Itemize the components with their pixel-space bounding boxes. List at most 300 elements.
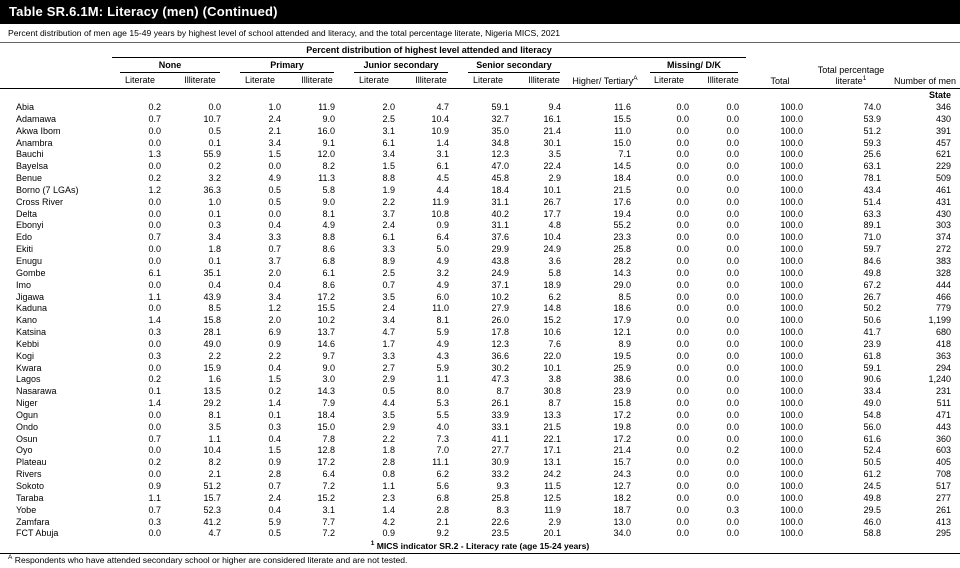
cell-value: 0.0 (726, 137, 739, 148)
cell-value: 52.3 (203, 504, 221, 515)
cell-value: 2.9 (382, 374, 395, 385)
cell-value: 0.9 (268, 338, 281, 349)
cell-value: 0.0 (676, 433, 689, 444)
cell-value: 0.0 (268, 161, 281, 172)
cell-value: 0.0 (676, 161, 689, 172)
col-spanner (110, 43, 748, 58)
cell-value: 100.0 (780, 196, 803, 207)
cell-value: 0.9 (148, 481, 161, 491)
cell-value: 6.2 (548, 291, 561, 302)
cell-value: 0.0 (676, 338, 689, 349)
cell-value: 2.4 (382, 220, 395, 231)
cell-value: 8.2 (322, 161, 335, 172)
cell-value: 10.2 (491, 291, 509, 302)
cell-value: 0.0 (676, 481, 689, 491)
cell-value: 0.1 (208, 255, 221, 266)
cell-value: 32.7 (491, 113, 509, 124)
cell-value: 35.0 (491, 125, 509, 136)
cell-value: 0.0 (726, 362, 739, 373)
cell-value: 7.8 (322, 433, 335, 444)
cell-value: 51.2 (863, 125, 881, 136)
cell-value: 3.3 (382, 350, 395, 361)
cell-value: 61.6 (863, 433, 881, 444)
table-row (0, 161, 960, 173)
cell-value: 0.0 (726, 457, 739, 468)
cell-value: 78.1 (863, 173, 881, 184)
cell-value: 0.0 (726, 374, 739, 385)
cell-value: 2.2 (382, 196, 395, 207)
state-name: Ogun (16, 409, 39, 420)
cell-value: 19.5 (613, 350, 631, 361)
cell-value: 3.8 (548, 374, 561, 385)
cell-value: 49.8 (863, 492, 881, 503)
cell-value: 0.0 (726, 267, 739, 278)
cell-value: 4.3 (436, 350, 449, 361)
cell-value: 0.2 (268, 386, 281, 397)
cell-value: 15.9 (203, 362, 221, 373)
cell-value: 1.1 (208, 433, 221, 444)
cell-value: 3.4 (208, 232, 221, 243)
cell-value: 2.3 (382, 492, 395, 503)
table-row (0, 386, 960, 398)
cell-value: 7.2 (322, 481, 335, 491)
cell-value: 0.8 (382, 469, 395, 480)
cell-value: 29.0 (613, 279, 631, 290)
cell-value: 8.0 (436, 386, 449, 397)
spanner-row (0, 43, 960, 58)
cell-value: 8.1 (322, 208, 335, 219)
table-row (0, 292, 960, 304)
col-header-primary-illiterate: Illiterate (290, 73, 344, 89)
cell-value: 0.0 (726, 113, 739, 124)
cell-value: 59.3 (863, 137, 881, 148)
cell-value: 2.4 (268, 492, 281, 503)
state-name: Enugu (16, 255, 43, 266)
cell-value: 33.1 (491, 421, 509, 432)
cell-value: 100.0 (780, 161, 803, 172)
cell-value: 63.3 (863, 208, 881, 219)
cell-value: 0.0 (726, 433, 739, 444)
cell-value: 20.1 (543, 528, 561, 539)
cell-value: 4.7 (382, 327, 395, 338)
cell-value: 0.0 (676, 184, 689, 195)
cell-value: 9.4 (548, 102, 561, 112)
cell-value: 346 (935, 102, 951, 112)
cell-value: 3.3 (268, 232, 281, 243)
cell-value: 18.2 (613, 492, 631, 503)
cell-value: 0.0 (148, 255, 161, 266)
cell-value: 0.0 (726, 469, 739, 480)
cell-value: 47.3 (491, 374, 509, 385)
cell-value: 5.9 (268, 516, 281, 527)
cell-value: 15.5 (613, 113, 631, 124)
cell-value: 49.0 (863, 398, 881, 409)
cell-value: 17.2 (613, 433, 631, 444)
cell-value: 28.2 (613, 255, 631, 266)
cell-value: 22.1 (543, 433, 561, 444)
cell-value: 11.9 (544, 504, 561, 515)
cell-value: 8.9 (618, 338, 631, 349)
cell-value: 100.0 (780, 350, 803, 361)
cell-value: 3.4 (382, 149, 395, 160)
cell-value: 0.0 (148, 279, 161, 290)
cell-value: 5.9 (436, 362, 449, 373)
cell-value: 0.0 (676, 327, 689, 338)
cell-value: 8.8 (322, 232, 335, 243)
cell-value: 0.0 (676, 445, 689, 456)
cell-value: 16.1 (543, 113, 561, 124)
cell-value: 2.8 (436, 504, 449, 515)
cell-value: 11.1 (432, 457, 449, 468)
cell-value: 680 (935, 327, 951, 338)
cell-value: 0.0 (148, 208, 161, 219)
cell-value: 8.1 (208, 409, 221, 420)
cell-value: 4.9 (268, 173, 281, 184)
cell-value: 0.0 (726, 398, 739, 409)
cell-value: 33.2 (491, 469, 509, 480)
cell-value: 33.9 (491, 409, 509, 420)
cell-value: 2.8 (268, 469, 281, 480)
cell-value: 100.0 (780, 137, 803, 148)
cell-value: 18.7 (613, 504, 631, 515)
state-name: Delta (16, 208, 38, 219)
cell-value: 0.0 (676, 528, 689, 539)
cell-value: 0.0 (726, 220, 739, 231)
cell-value: 63.1 (863, 161, 881, 172)
cell-value: 1.2 (268, 303, 281, 314)
state-name: Bauchi (16, 149, 44, 160)
cell-value: 4.7 (208, 528, 221, 539)
cell-value: 6.8 (436, 492, 449, 503)
cell-value: 413 (935, 516, 951, 527)
cell-value: 0.1 (208, 137, 221, 148)
cell-value: 0.0 (676, 516, 689, 527)
cell-value: 11.6 (614, 102, 631, 112)
cell-value: 36.6 (491, 350, 509, 361)
cell-value: 4.5 (436, 173, 449, 184)
cell-value: 2.7 (382, 362, 395, 373)
cell-value: 0.0 (726, 516, 739, 527)
cell-value: 2.4 (382, 303, 395, 314)
cell-value: 0.2 (148, 102, 161, 112)
cell-value: 40.2 (491, 208, 509, 219)
cell-value: 100.0 (780, 421, 803, 432)
cell-value: 50.2 (863, 303, 881, 314)
cell-value: 0.4 (268, 279, 281, 290)
cell-value: 12.3 (491, 149, 509, 160)
cell-value: 100.0 (780, 113, 803, 124)
cell-value: 59.7 (863, 244, 881, 255)
col-group-primary: Primary (230, 58, 344, 73)
col-header-missing-literate: Literate (640, 73, 698, 89)
cell-value: 2.0 (382, 102, 395, 112)
cell-value: 1.1 (382, 481, 395, 491)
cell-value: 30.1 (543, 137, 561, 148)
cell-value: 2.9 (548, 173, 561, 184)
state-name: Ekiti (16, 244, 34, 255)
cell-value: 8.9 (382, 255, 395, 266)
cell-value: 471 (935, 409, 951, 420)
table-row (0, 256, 960, 268)
cell-value: 0.0 (676, 255, 689, 266)
cell-value: 7.3 (436, 433, 449, 444)
cell-value: 0.0 (676, 208, 689, 219)
state-name: Adamawa (16, 113, 57, 124)
cell-value: 3.3 (382, 244, 395, 255)
cell-value: 90.6 (863, 374, 881, 385)
cell-value: 0.9 (268, 457, 281, 468)
cell-value: 50.5 (863, 457, 881, 468)
cell-value: 231 (935, 386, 951, 397)
cell-value: 34.8 (491, 137, 509, 148)
cell-value: 26.7 (543, 196, 561, 207)
cell-value: 43.9 (203, 291, 221, 302)
cell-value: 61.8 (863, 350, 881, 361)
cell-value: 2.5 (382, 267, 395, 278)
cell-value: 100.0 (780, 208, 803, 219)
table-row (0, 220, 960, 232)
cell-value: 19.8 (613, 421, 631, 432)
state-section-label: State (928, 90, 951, 100)
cell-value: 46.0 (863, 516, 881, 527)
cell-value: 11.3 (318, 173, 335, 184)
cell-value: 443 (935, 421, 951, 432)
cell-value: 1.1 (436, 374, 449, 385)
cell-value: 0.0 (676, 137, 689, 148)
state-name: Abia (16, 102, 35, 112)
cell-value: 3.1 (382, 125, 395, 136)
cell-value: 1.6 (208, 374, 221, 385)
cell-value: 31.1 (491, 196, 509, 207)
cell-value: 5.6 (436, 481, 449, 491)
cell-value: 8.8 (382, 173, 395, 184)
cell-value: 0.7 (382, 279, 395, 290)
cell-value: 511 (936, 398, 951, 409)
state-name: Kwara (16, 362, 42, 373)
cell-value: 0.0 (676, 350, 689, 361)
cell-value: 0.0 (726, 161, 739, 172)
cell-value: 100.0 (780, 528, 803, 539)
table-row (0, 398, 960, 410)
cell-value: 18.9 (543, 279, 561, 290)
table-row (0, 268, 960, 280)
table-row (0, 363, 960, 375)
cell-value: 0.0 (148, 244, 161, 255)
cell-value: 0.0 (676, 374, 689, 385)
cell-value: 100.0 (780, 457, 803, 468)
col-header-junior-literate: Literate (344, 73, 404, 89)
col-header-none-literate: Literate (110, 73, 170, 89)
cell-value: 12.3 (491, 338, 509, 349)
cell-value: 0.7 (268, 244, 281, 255)
cell-value: 18.4 (491, 184, 509, 195)
cell-value: 0.9 (382, 528, 395, 539)
state-name: Oyo (16, 445, 33, 456)
cell-value: 2.9 (382, 421, 395, 432)
cell-value: 431 (935, 196, 951, 207)
cell-value: 1.8 (208, 244, 221, 255)
cell-value: 24.9 (491, 267, 509, 278)
cell-value: 603 (935, 445, 951, 456)
cell-value: 61.2 (863, 469, 881, 480)
cell-value: 0.0 (676, 291, 689, 302)
footnote-ref-A: A (633, 74, 638, 82)
col-header-junior-illiterate: Illiterate (404, 73, 458, 89)
cell-value: 303 (935, 220, 951, 231)
cell-value: 0.0 (676, 113, 689, 124)
cell-value: 294 (935, 362, 951, 373)
cell-value: 21.4 (613, 445, 631, 456)
footnote-ref-1: 1 (862, 74, 867, 82)
cell-value: 34.0 (613, 528, 631, 539)
cell-value: 15.2 (317, 492, 335, 503)
cell-value: 8.7 (548, 398, 561, 409)
cell-value: 11.5 (544, 481, 561, 491)
table-row (0, 339, 960, 351)
cell-value: 461 (935, 184, 951, 195)
cell-value: 1.5 (382, 161, 395, 172)
cell-value: 0.0 (726, 232, 739, 243)
cell-value: 84.6 (863, 255, 881, 266)
cell-value: 24.5 (863, 481, 881, 491)
cell-value: 0.0 (148, 303, 161, 314)
cell-value: 9.2 (436, 528, 449, 539)
cell-value: 0.0 (148, 137, 161, 148)
cell-value: 0.0 (726, 303, 739, 314)
cell-value: 7.1 (618, 149, 631, 160)
cell-value: 1.1 (148, 492, 161, 503)
cell-value: 22.6 (491, 516, 509, 527)
cell-value: 100.0 (780, 255, 803, 266)
col-header-total: Total (748, 43, 812, 89)
cell-value: 0.3 (148, 327, 161, 338)
cell-value: 0.0 (726, 149, 739, 160)
cell-value: 3.2 (208, 173, 221, 184)
cell-value: 779 (935, 303, 951, 314)
cell-value: 14.3 (317, 386, 335, 397)
cell-value: 3.1 (436, 149, 449, 160)
cell-value: 29.9 (491, 244, 509, 255)
cell-value: 0.9 (436, 220, 449, 231)
cell-value: 1.4 (148, 315, 161, 326)
cell-value: 19.4 (613, 208, 631, 219)
cell-value: 3.5 (382, 291, 395, 302)
cell-value: 100.0 (780, 516, 803, 527)
col-header-senior-literate: Literate (458, 73, 518, 89)
cell-value: 71.0 (863, 232, 881, 243)
cell-value: 0.0 (148, 409, 161, 420)
cell-value: 7.9 (322, 398, 335, 409)
state-name: Lagos (16, 374, 41, 385)
cell-value: 0.0 (676, 102, 689, 112)
cell-value: 100.0 (780, 315, 803, 326)
state-name: Ebonyi (16, 220, 44, 231)
state-name: Jigawa (16, 291, 45, 302)
cell-value: 23.9 (613, 386, 631, 397)
cell-value: 18.6 (613, 303, 631, 314)
cell-value: 0.0 (726, 102, 739, 112)
cell-value: 23.5 (491, 528, 509, 539)
cell-value: 1,199 (928, 315, 951, 326)
cell-value: 0.0 (726, 184, 739, 195)
cell-value: 0.0 (726, 409, 739, 420)
cell-value: 26.7 (863, 291, 881, 302)
table-row (0, 434, 960, 446)
cell-value: 9.1 (322, 137, 335, 148)
cell-value: 21.5 (543, 421, 561, 432)
table-row (0, 374, 960, 386)
cell-value: 0.1 (208, 208, 221, 219)
cell-value: 0.0 (726, 421, 739, 432)
cell-value: 100.0 (780, 409, 803, 420)
cell-value: 0.0 (676, 492, 689, 503)
cell-value: 1.4 (268, 398, 281, 409)
cell-value: 21.4 (543, 125, 561, 136)
cell-value: 21.5 (613, 184, 631, 195)
cell-value: 5.8 (548, 267, 561, 278)
cell-value: 3.4 (268, 137, 281, 148)
cell-value: 31.1 (491, 220, 509, 231)
table-row (0, 481, 960, 493)
cell-value: 16.0 (317, 125, 335, 136)
cell-value: 2.9 (548, 516, 561, 527)
cell-value: 100.0 (780, 374, 803, 385)
table-row (0, 138, 960, 150)
state-name: Bayelsa (16, 161, 49, 172)
cell-value: 0.0 (676, 315, 689, 326)
cell-value: 360 (935, 433, 951, 444)
cell-value: 6.1 (382, 232, 395, 243)
cell-value: 17.9 (613, 315, 631, 326)
cell-value: 10.4 (431, 113, 449, 124)
cell-value: 3.1 (322, 504, 335, 515)
cell-value: 10.8 (431, 208, 449, 219)
cell-value: 708 (935, 469, 951, 480)
cell-value: 2.0 (268, 315, 281, 326)
cell-value: 2.2 (382, 433, 395, 444)
cell-value: 15.0 (317, 421, 335, 432)
cell-value: 13.5 (203, 386, 221, 397)
cell-value: 36.3 (203, 184, 221, 195)
cell-value: 0.3 (268, 421, 281, 432)
cell-value: 10.4 (203, 445, 221, 456)
cell-value: 8.3 (496, 504, 509, 515)
cell-value: 8.2 (208, 457, 221, 468)
cell-value: 12.7 (613, 481, 631, 491)
cell-value: 374 (935, 232, 951, 243)
cell-value: 0.0 (676, 409, 689, 420)
cell-value: 100.0 (780, 102, 803, 112)
cell-value: 100.0 (780, 362, 803, 373)
cell-value: 2.8 (382, 457, 395, 468)
cell-value: 0.0 (726, 125, 739, 136)
cell-value: 53.9 (863, 113, 881, 124)
cell-value: 1.1 (148, 291, 161, 302)
cell-value: 295 (935, 528, 951, 539)
cell-value: 621 (935, 149, 951, 160)
table-row (0, 173, 960, 185)
cell-value: 3.7 (382, 208, 395, 219)
cell-value: 444 (935, 279, 951, 290)
cell-value: 3.0 (322, 374, 335, 385)
cell-value: 17.2 (317, 457, 335, 468)
cell-value: 100.0 (780, 303, 803, 314)
cell-value: 100.0 (780, 125, 803, 136)
table-row (0, 469, 960, 481)
cell-value: 6.1 (322, 267, 335, 278)
cell-value: 22.4 (543, 161, 561, 172)
cell-value: 3.5 (548, 149, 561, 160)
